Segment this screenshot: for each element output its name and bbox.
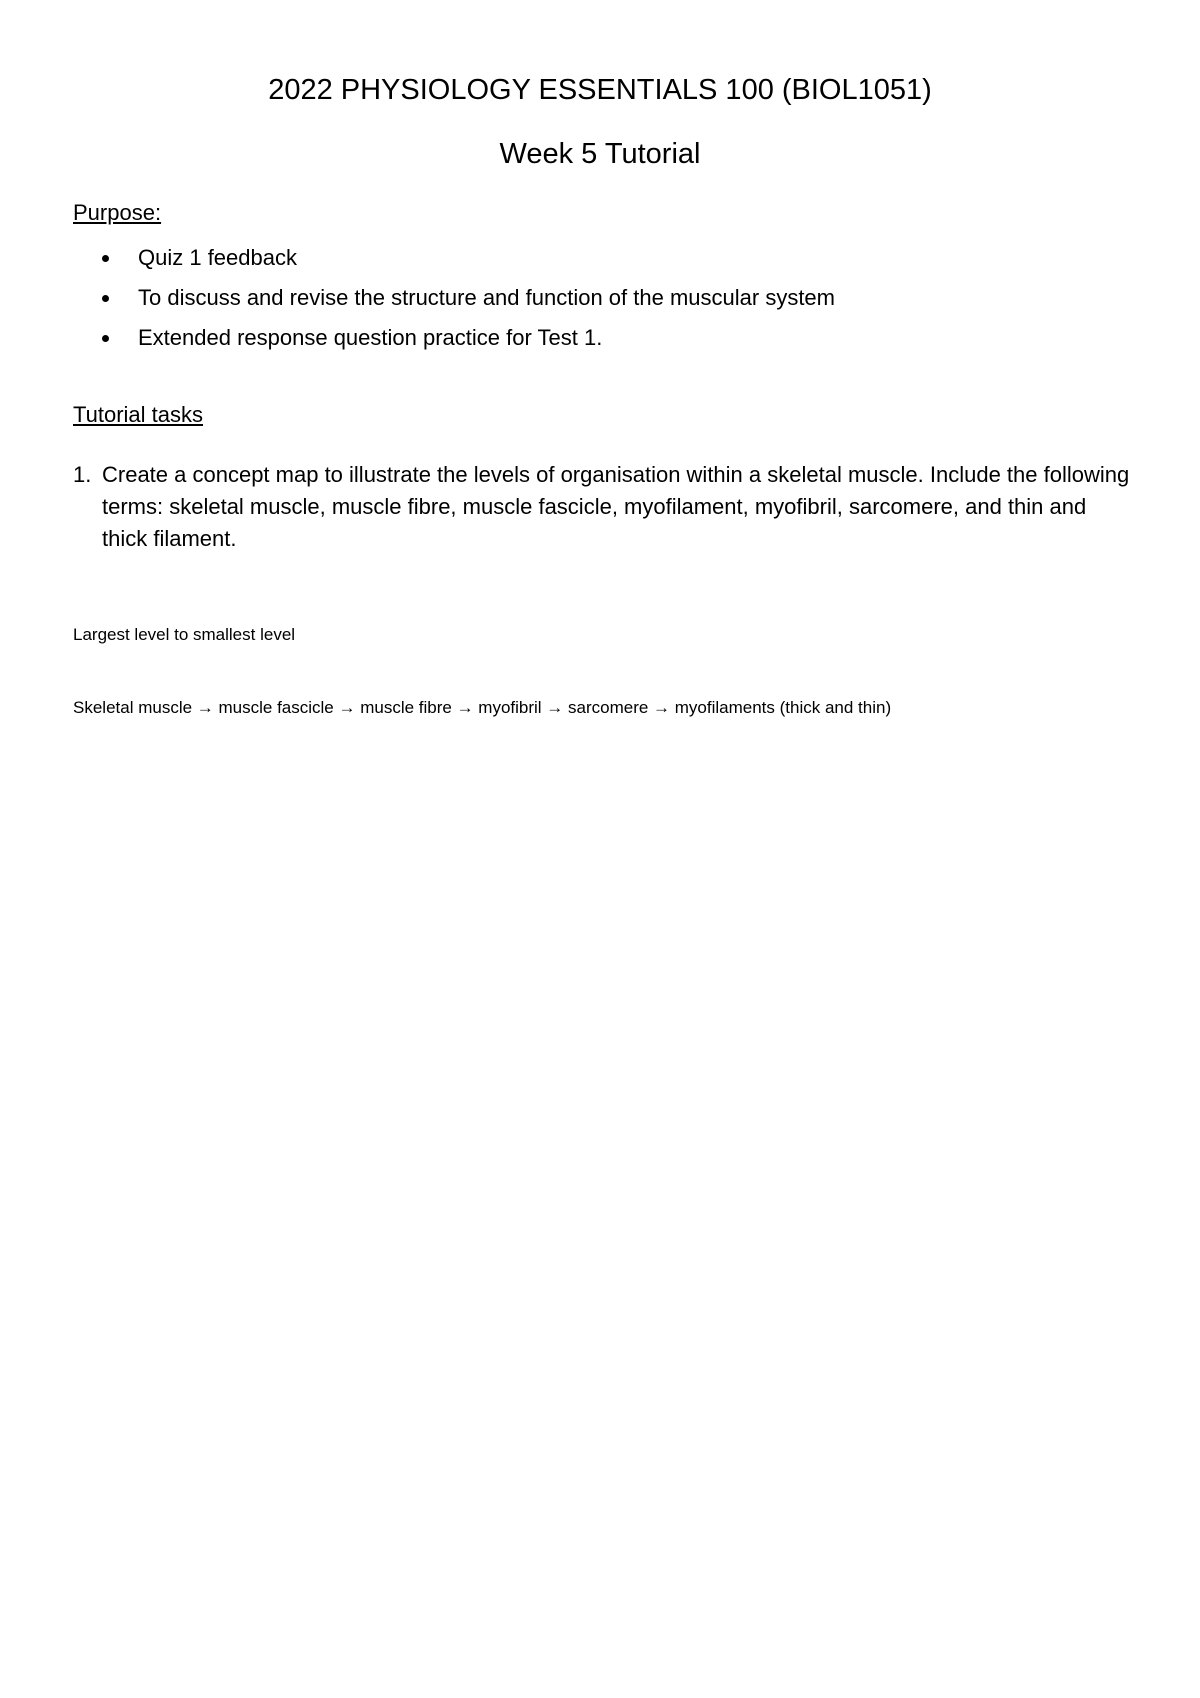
document-title: 2022 PHYSIOLOGY ESSENTIALS 100 (BIOL1051) (268, 74, 932, 106)
answer-line-1: Largest level to smallest level (73, 625, 296, 644)
bullet-icon (102, 335, 109, 342)
purpose-item-text: Extended response question practice for Test 1. (138, 325, 603, 350)
purpose-item-text: To discuss and revise the structure and function of the muscular system (138, 285, 835, 310)
task-number: 1. (73, 462, 92, 487)
document-subtitle: Week 5 Tutorial (499, 138, 701, 170)
purpose-heading: Purpose: (73, 200, 162, 225)
task-text: Create a concept map to illustrate the levels of organisation within a skeletal muscle. Include the following terms: skeletal muscle, muscle fibre, muscle fascicle, myofilament, myofibril, sarcomere, and thin and thick filament. (102, 462, 1130, 551)
bullet-icon (102, 255, 109, 262)
tutorial-tasks-heading: Tutorial tasks (73, 402, 204, 427)
bullet-icon (102, 295, 109, 302)
purpose-item-text: Quiz 1 feedback (138, 245, 297, 270)
answer-line-2: Skeletal muscle → muscle fascicle → muscle fibre → myofibril → sarcomere → myofilaments (thick and thin) (73, 698, 892, 717)
